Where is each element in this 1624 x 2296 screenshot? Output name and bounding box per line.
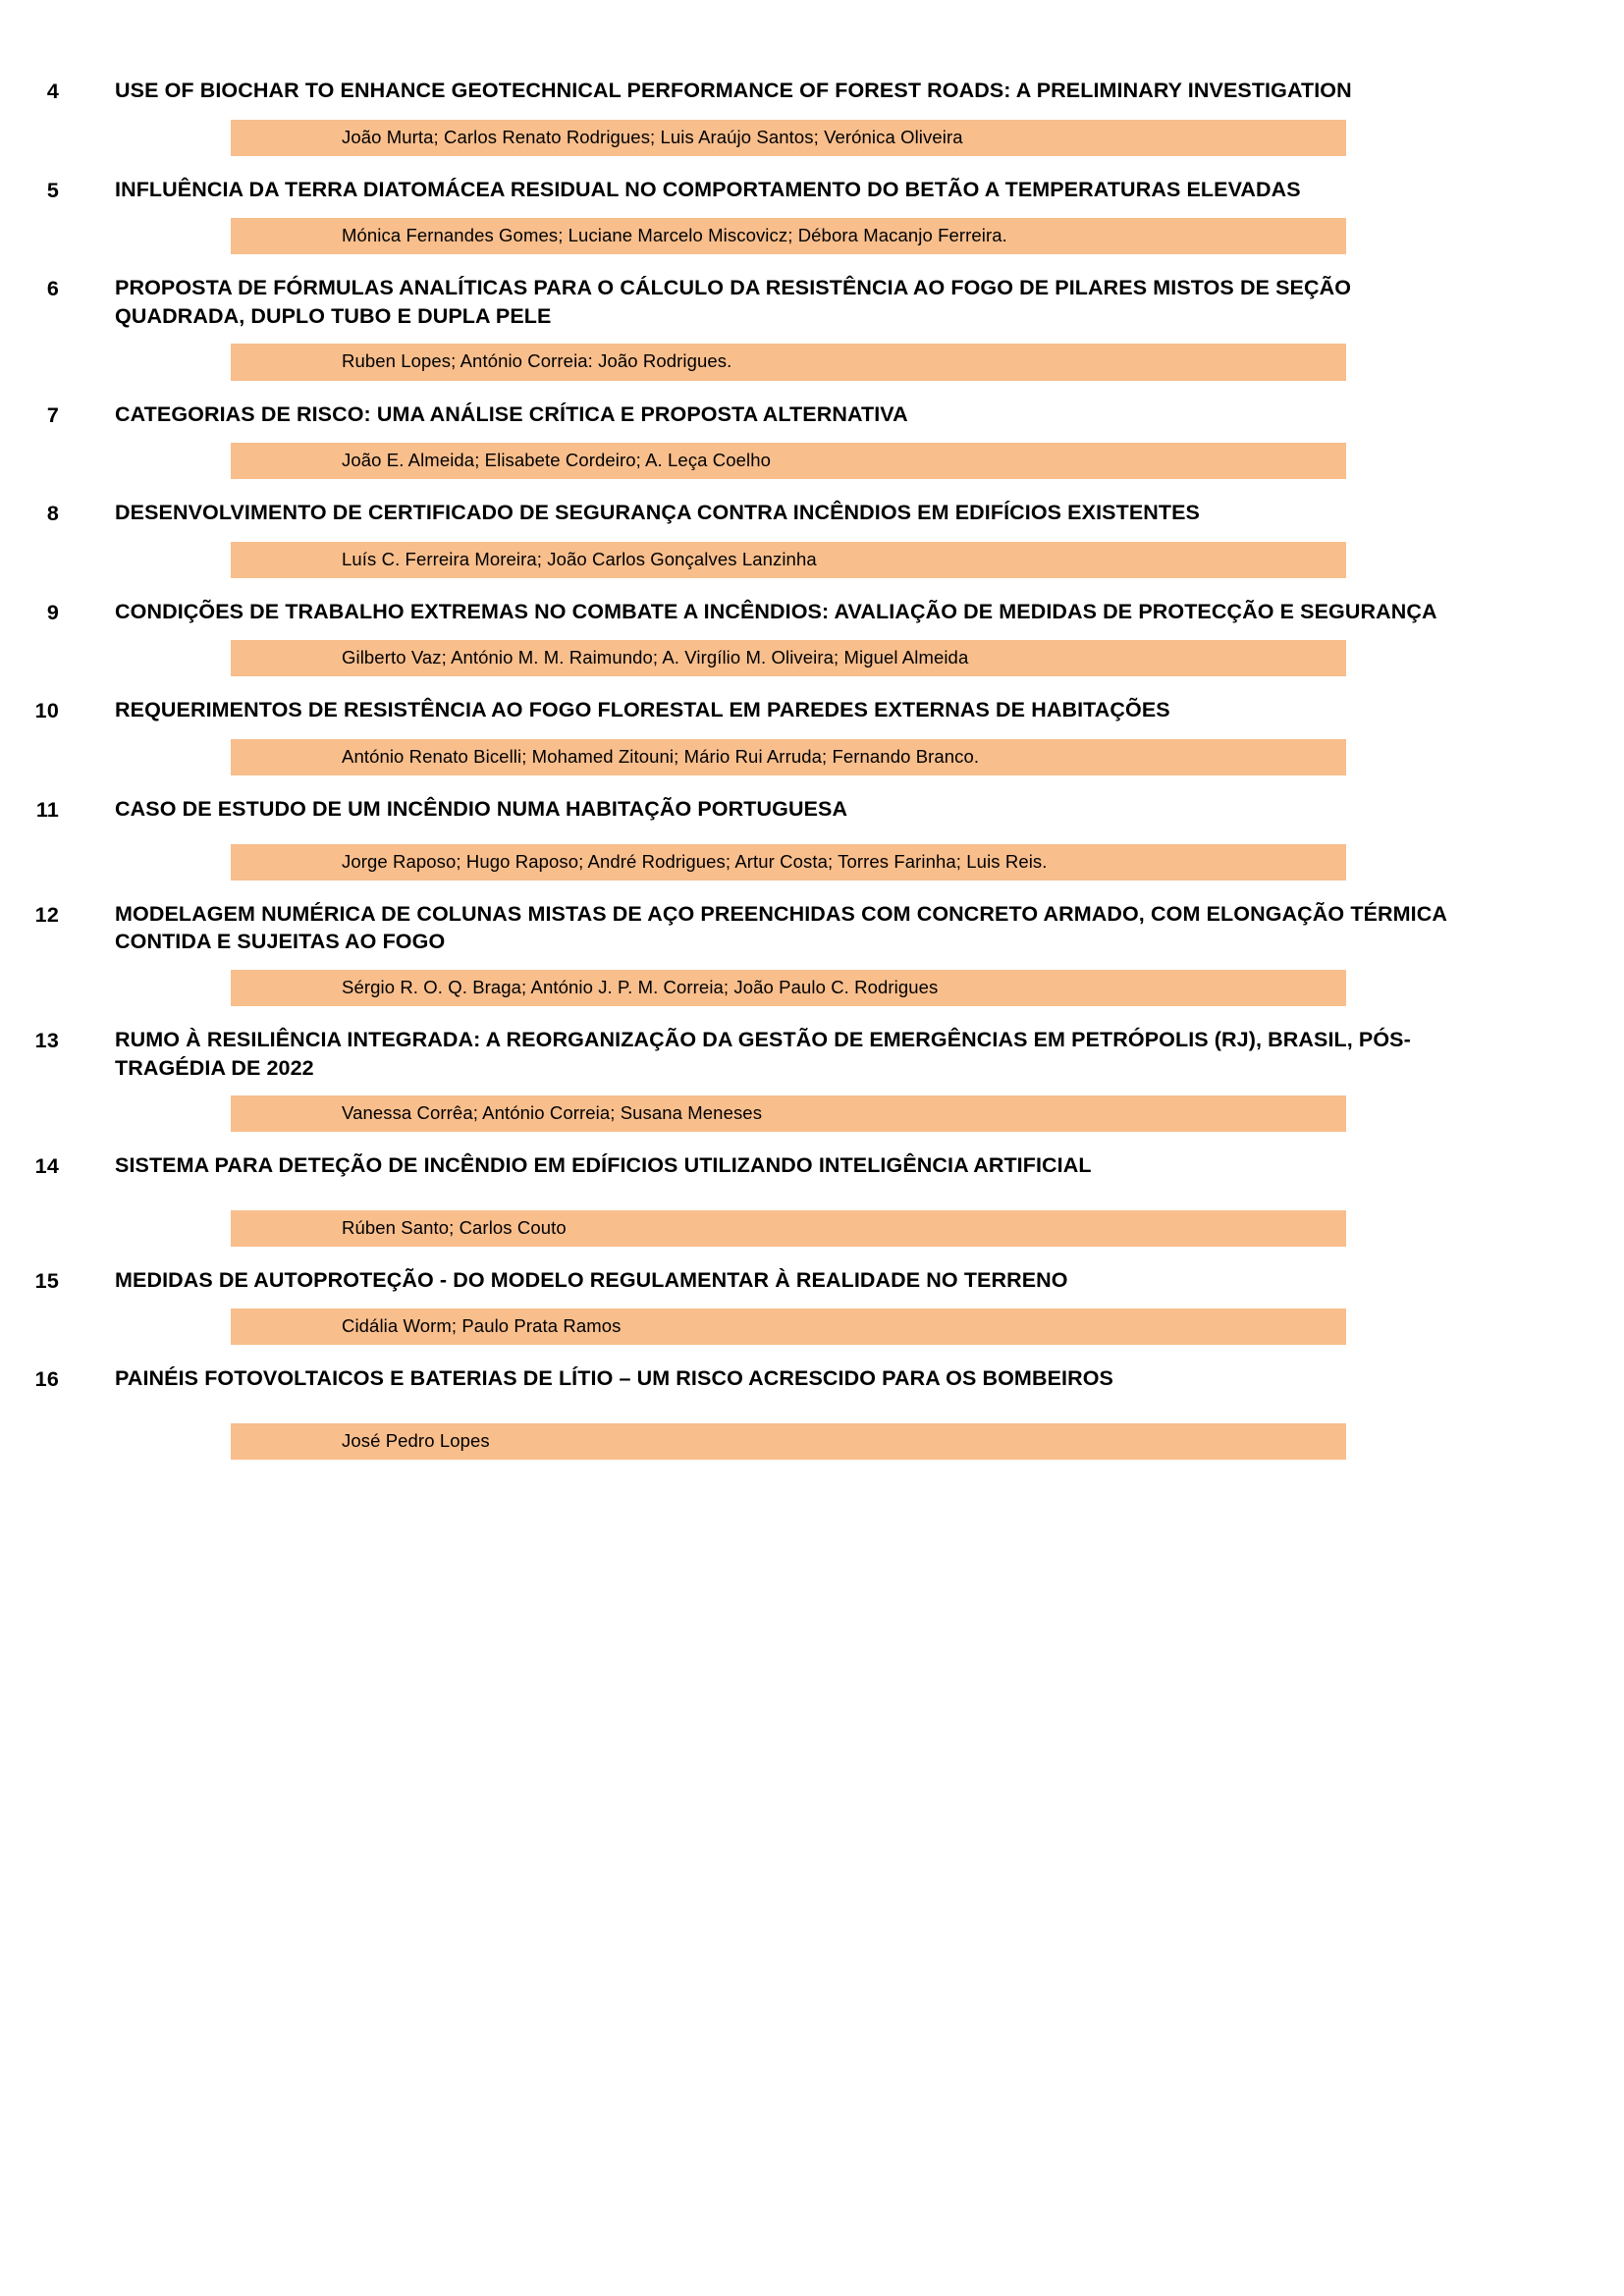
entry-title: PAINÉIS FOTOVOLTAICOS E BATERIAS DE LÍTIO – UM RISCO ACRESCIDO PARA OS BOMBEIROS bbox=[115, 1366, 1113, 1391]
entry-title: DESENVOLVIMENTO DE CERTIFICADO DE SEGURANÇA CONTRA INCÊNDIOS EM EDIFÍCIOS EXISTENTES bbox=[115, 501, 1200, 525]
toc-entry bbox=[0, 400, 1624, 480]
entry-authors-band bbox=[231, 344, 1346, 380]
entry-authors: Rúben Santo; Carlos Couto bbox=[342, 1216, 567, 1238]
entry-title: CATEGORIAS DE RISCO: UMA ANÁLISE CRÍTICA E PROPOSTA ALTERNATIVA bbox=[115, 401, 908, 426]
entry-title: CASO DE ESTUDO DE UM INCÊNDIO NUMA HABITAÇÃO PORTUGUESA bbox=[115, 797, 848, 822]
entry-title-row bbox=[0, 499, 1624, 528]
entry-authors: João Murta; Carlos Renato Rodrigues; Luis Araújo Santos; Verónica Oliveira bbox=[342, 126, 963, 147]
entry-authors-band bbox=[231, 844, 1346, 881]
entry-authors-band bbox=[231, 1423, 1346, 1460]
entry-title-row bbox=[0, 274, 1624, 330]
entry-title-row bbox=[0, 795, 1624, 825]
entry-number: 16 bbox=[34, 1367, 59, 1392]
entry-number: 14 bbox=[34, 1154, 59, 1179]
toc-entry bbox=[0, 499, 1624, 578]
toc-entry bbox=[0, 176, 1624, 255]
toc-entry bbox=[0, 795, 1624, 881]
entry-number: 12 bbox=[34, 902, 59, 927]
toc-entry bbox=[0, 1151, 1624, 1247]
entry-authors-band bbox=[231, 542, 1346, 578]
entry-authors: Cidália Worm; Paulo Prata Ramos bbox=[342, 1315, 622, 1337]
entry-title: SISTEMA PARA DETEÇÃO DE INCÊNDIO EM EDÍFICIOS UTILIZANDO INTELIGÊNCIA ARTIFICIAL bbox=[115, 1153, 1092, 1178]
toc-entry bbox=[0, 274, 1624, 380]
entry-title: RUMO À RESILIÊNCIA INTEGRADA: A REORGANIZAÇÃO DA GESTÃO DE EMERGÊNCIAS EM PETRÓPOLIS (RJ), BRASIL, PÓS-TRAGÉDIA DE 2022 bbox=[115, 1027, 1411, 1080]
entry-authors: Mónica Fernandes Gomes; Luciane Marcelo Miscovicz; Débora Macanjo Ferreira. bbox=[342, 225, 1007, 246]
entry-authors-band bbox=[231, 120, 1346, 156]
entry-number: 9 bbox=[46, 600, 59, 624]
entry-authors-band bbox=[231, 970, 1346, 1006]
entry-authors-band bbox=[231, 443, 1346, 479]
entry-number: 4 bbox=[46, 80, 59, 103]
entry-authors-band bbox=[231, 218, 1346, 254]
entry-number: 5 bbox=[46, 178, 59, 202]
entry-title: PROPOSTA DE FÓRMULAS ANALÍTICAS PARA O CÁLCULO DA RESISTÊNCIA AO FOGO DE PILARES MISTOS DE SEÇÃO QUADRADA, DUPLO TUBO E DUPLA PELE bbox=[115, 276, 1352, 328]
entry-authors: Jorge Raposo; Hugo Raposo; André Rodrigues; Artur Costa; Torres Farinha; Luis Reis. bbox=[342, 850, 1048, 872]
entry-number: 15 bbox=[34, 1268, 59, 1293]
entry-number: 8 bbox=[46, 502, 59, 526]
entry-number: 13 bbox=[34, 1028, 59, 1052]
entry-authors: António Renato Bicelli; Mohamed Zitouni; Mário Rui Arruda; Fernando Branco. bbox=[342, 746, 980, 768]
entry-authors-band bbox=[231, 1210, 1346, 1247]
entry-title: MEDIDAS DE AUTOPROTEÇÃO - DO MODELO REGULAMENTAR À REALIDADE NO TERRENO bbox=[115, 1267, 1068, 1292]
toc-entry bbox=[0, 1364, 1624, 1460]
entry-authors-band bbox=[231, 1095, 1346, 1132]
entry-authors: José Pedro Lopes bbox=[342, 1430, 490, 1452]
entry-title-row bbox=[0, 400, 1624, 430]
entry-title-row bbox=[0, 900, 1624, 956]
entry-authors: Sérgio R. O. Q. Braga; António J. P. M. Correia; João Paulo C. Rodrigues bbox=[342, 976, 939, 997]
entry-title: CONDIÇÕES DE TRABALHO EXTREMAS NO COMBATE A INCÊNDIOS: AVALIAÇÃO DE MEDIDAS DE PROTECÇÃO E SEGURANÇA bbox=[115, 599, 1437, 623]
entry-authors: Vanessa Corrêa; António Correia; Susana Meneses bbox=[342, 1102, 763, 1124]
entry-title: INFLUÊNCIA DA TERRA DIATOMÁCEA RESIDUAL NO COMPORTAMENTO DO BETÃO A TEMPERATURAS ELEVADAS bbox=[115, 177, 1301, 201]
entry-title-row bbox=[0, 696, 1624, 725]
entry-title-row bbox=[0, 1151, 1624, 1181]
entry-title-row bbox=[0, 1026, 1624, 1082]
entry-number: 10 bbox=[34, 699, 59, 723]
entry-title-row bbox=[0, 176, 1624, 205]
toc-entry bbox=[0, 77, 1624, 156]
entry-number: 11 bbox=[35, 798, 59, 823]
toc-entry bbox=[0, 1026, 1624, 1132]
entry-number: 6 bbox=[46, 277, 59, 301]
entry-title: USE OF BIOCHAR TO ENHANCE GEOTECHNICAL PERFORMANCE OF FOREST ROADS: A PRELIMINARY INVESTIGATION bbox=[115, 79, 1352, 102]
entry-authors-band bbox=[231, 640, 1346, 676]
toc-entry bbox=[0, 696, 1624, 775]
entry-title: REQUERIMENTOS DE RESISTÊNCIA AO FOGO FLORESTAL EM PAREDES EXTERNAS DE HABITAÇÕES bbox=[115, 698, 1170, 722]
entry-authors-band bbox=[231, 1308, 1346, 1345]
entry-authors: Gilberto Vaz; António M. M. Raimundo; A. Virgílio M. Oliveira; Miguel Almeida bbox=[342, 647, 969, 668]
entry-title-row bbox=[0, 77, 1624, 106]
entry-authors-band bbox=[231, 739, 1346, 775]
entry-authors: Luís C. Ferreira Moreira; João Carlos Gonçalves Lanzinha bbox=[342, 548, 817, 569]
entry-authors: João E. Almeida; Elisabete Cordeiro; A. Leça Coelho bbox=[342, 450, 772, 471]
entry-authors: Ruben Lopes; António Correia: João Rodrigues. bbox=[342, 350, 732, 372]
entry-title-row bbox=[0, 598, 1624, 627]
toc-entry bbox=[0, 598, 1624, 677]
entry-title-row bbox=[0, 1364, 1624, 1394]
entry-title-row bbox=[0, 1266, 1624, 1296]
entry-number: 7 bbox=[46, 402, 59, 427]
toc-entry bbox=[0, 1266, 1624, 1346]
entry-title: MODELAGEM NUMÉRICA DE COLUNAS MISTAS DE AÇO PREENCHIDAS COM CONCRETO ARMADO, COM ELONGAÇÃO TÉRMICA CONTIDA E SUJEITAS AO FOGO bbox=[115, 901, 1447, 954]
toc-entry bbox=[0, 900, 1624, 1006]
